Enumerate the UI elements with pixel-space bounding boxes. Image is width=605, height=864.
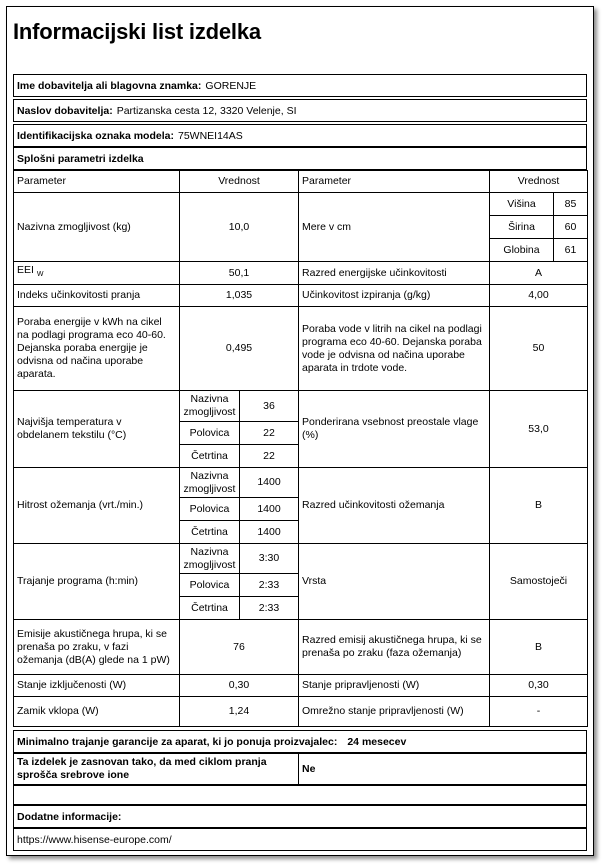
temp-full-value: 36 [240,391,299,422]
table-row [14,620,588,675]
duration-quarter-value: 2:33 [240,597,299,620]
supplier-value: GORENJE [205,79,257,92]
delay-label: Zamik vklopa (W) [14,697,180,727]
spin-full-label: Nazivna zmogljivost [180,468,240,498]
delay-value: 1,24 [180,697,299,727]
value-header-right: Vrednost [490,171,588,193]
model-row [13,124,587,147]
capacity-value: 10,0 [180,193,299,262]
capacity-label: Nazivna zmogljivost (kg) [14,193,180,262]
temp-half-value: 22 [240,422,299,445]
eei-text: EEI [17,264,34,277]
water-use-label: Poraba vode v litrih na cikel na podlagi programa eco 40-60. Dejanska poraba vode je odvisna od načina uporabe aparata in trdote vode. [299,307,490,391]
eei-subscript: W [36,271,44,279]
temp-quarter-value: 22 [240,445,299,468]
param-header-left: Parameter [14,171,180,193]
off-mode-value: 0,30 [180,675,299,697]
depth-label: Globina [490,239,554,262]
dims-label: Mere v cm [299,193,490,262]
network-value: - [490,697,588,727]
type-label: Vrsta [299,544,490,620]
temp-half-label: Polovica [180,422,240,445]
table-row [14,544,588,574]
wash-index-value: 1,035 [180,285,299,307]
moisture-value: 53,0 [490,391,588,468]
table-row [14,193,588,216]
table-row [14,675,588,697]
product-info-sheet [6,6,594,856]
spin-quarter-label: Četrtina [180,521,240,544]
table-row [14,262,588,285]
network-label: Omrežno stanje pripravljenosti (W) [299,697,490,727]
spin-class-label: Razred učinkovitosti ožemanja [299,468,490,544]
width-value: 60 [554,216,588,239]
temp-label: Najvišja temperatura v obdelanem tekstilu (°C) [14,391,180,468]
param-header-right: Parameter [299,171,490,193]
energy-use-label: Poraba energije v kWh na cikel na podlagi programa eco 40-60. Dejanska poraba energije je odvisna od načina uporabe aparata. [14,307,180,391]
table-row [14,697,588,727]
type-value: Samostoječi [490,544,588,620]
eei-label [14,262,180,285]
standby-label: Stanje pripravljenosti (W) [299,675,490,697]
moisture-label: Ponderirana vsebnost preostale vlage (%) [299,391,490,468]
eei-value: 50,1 [180,262,299,285]
additional-info-label: Dodatne informacije: [17,810,122,823]
supplier-label: Ime dobavitelja ali blagovna znamka: [17,79,202,92]
warranty-row [13,730,587,753]
duration-half-label: Polovica [180,574,240,597]
depth-value: 61 [554,239,588,262]
spin-class-value: B [490,468,588,544]
width-label: Širina [490,216,554,239]
spin-quarter-value: 1400 [240,521,299,544]
duration-label: Trajanje programa (h:min) [14,544,180,620]
noise-class-value: B [490,620,588,675]
energy-class-label: Razred energijske učinkovitosti [299,262,490,285]
noise-class-label: Razred emisij akustičnega hrupa, ki se prenaša po zraku (faza ožemanja) [299,620,490,675]
silver-label: Ta izdelek je zasnovan tako, da med ciklom pranja sprošča srebrove ione [14,754,299,784]
standby-value: 0,30 [490,675,588,697]
noise-label: Emisije akustičnega hrupa, ki se prenaša po zraku, v fazi ožemanja (dB(A) glede na 1 pW) [14,620,180,675]
spin-half-value: 1400 [240,498,299,521]
spacer-row [13,785,587,805]
address-value: Partizanska cesta 12, 3320 Velenje, SI [116,104,297,117]
website-link[interactable]: https://www.hisense-europe.com/ [17,833,172,846]
address-row [13,99,587,122]
height-label: Višina [490,193,554,216]
height-value: 85 [554,193,588,216]
temp-quarter-label: Četrtina [180,445,240,468]
warranty-value: 24 mesecev [347,735,407,748]
table-row [14,391,588,422]
spin-full-value: 1400 [240,468,299,498]
address-label: Naslov dobavitelja: [17,104,113,117]
duration-full-value: 3:30 [240,544,299,574]
duration-half-value: 2:33 [240,574,299,597]
supplier-row [13,74,587,97]
table-header-row [14,171,588,193]
rinse-label: Učinkovitost izpiranja (g/kg) [299,285,490,307]
rinse-value: 4,00 [490,285,588,307]
water-use-value: 50 [490,307,588,391]
warranty-label: Minimalno trajanje garancije za aparat, ki jo ponuja proizvajalec: [17,735,338,748]
wash-index-label: Indeks učinkovitosti pranja [14,285,180,307]
model-value: 75WNEI14AS [177,129,243,142]
spin-half-label: Polovica [180,498,240,521]
energy-class-value: A [490,262,588,285]
silver-row [13,753,587,785]
table-row [14,307,588,391]
page-title: Informacijski list izdelka [13,19,261,44]
energy-use-value: 0,495 [180,307,299,391]
silver-value: Ne [302,763,316,775]
general-heading: Splošni parametri izdelka [17,152,144,165]
temp-full-label: Nazivna zmogljivost [180,391,240,422]
spin-label: Hitrost ožemanja (vrt./min.) [14,468,180,544]
model-label: Identifikacijska oznaka modela: [17,129,174,142]
url-row [13,828,587,851]
general-row [13,147,587,170]
additional-info-row [13,805,587,828]
off-mode-label: Stanje izključenosti (W) [14,675,180,697]
table-row [14,285,588,307]
duration-quarter-label: Četrtina [180,597,240,620]
noise-value: 76 [180,620,299,675]
parameters-table [13,170,588,727]
table-row [14,468,588,498]
duration-full-label: Nazivna zmogljivost [180,544,240,574]
value-header-left: Vrednost [180,171,299,193]
